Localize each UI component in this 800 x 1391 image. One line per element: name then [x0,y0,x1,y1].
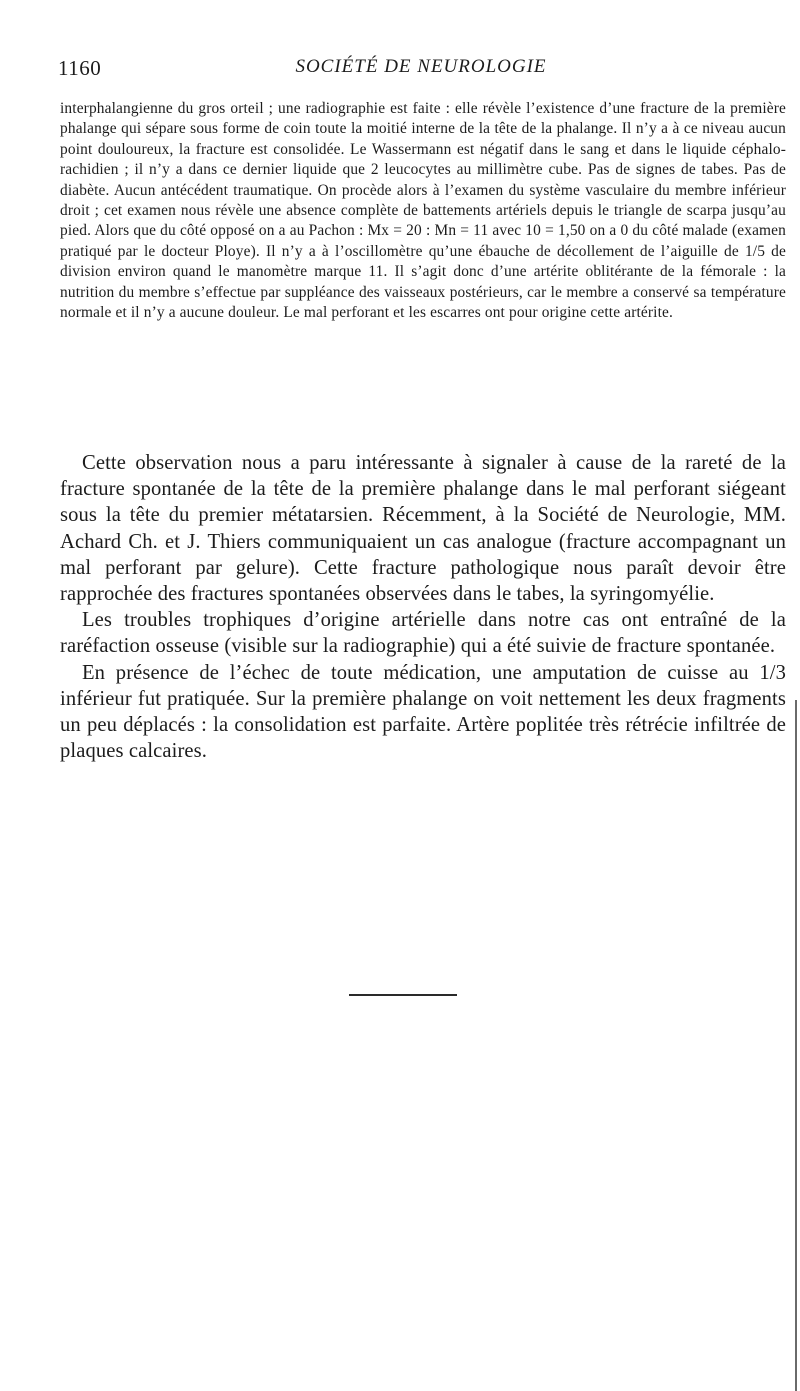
case-report-paragraph: interphalangienne du gros orteil ; une radiographie est faite : elle révèle l’existence d’une fracture de la première phalange qui sépare sous forme de coin toute la moitié interne de la tête de la phalange. Il n’y a à ce niveau aucun point douloureux, la fracture est consolidée. Le Wassermann est négatif dans le sang et dans le liquide céphalo-rachidien ; il n’y a dans ce dernier liquide que 2 leucocytes au millimètre cube. Pas de signes de tabes. Pas de diabète. Aucun antécédent traumatique. On procède alors à l’examen du système vasculaire du membre inférieur droit ; cet examen nous révèle une absence complète de battements artériels depuis le triangle de scarpa jusqu’au pied. Alors que du côté opposé on a au Pachon : Mx = 20 : Mn = 11 avec 10 = 1,50 on a 0 du côté malade (examen pratiqué par le docteur Ploye). Il n’y a à l’oscillomètre qu’une ébauche de décollement de l’aiguille de 1/5 de division environ quand le manomètre marque 11. Il s’agit donc d’une artérite oblitérante de la fémorale : la nutrition du membre s’effectue par suppléance des vaisseaux postérieurs, car le membre a conservé sa température normale et il n’y a aucune douleur. Le mal perforant et les escarres ont pour origine cette artérite. [60,100,786,322]
end-of-article-rule [349,994,457,996]
journal-title: SOCIÉTÉ DE NEUROLOGIE [295,56,547,77]
case-report-text [60,99,786,323]
discussion-text [60,450,786,764]
running-head [58,56,784,84]
discussion-paragraph-3: En présence de l’échec de toute médication, une amputation de cuisse au 1/3 inférieur fut pratiquée. Sur la première phalange on voit nettement les deux fragments un peu déplacés : la consolidation est parfaite. Artère poplitée très rétrécie infiltrée de plaques calcaires. [60,661,786,763]
discussion-paragraph-1: Cette observation nous a paru intéressante à signaler à cause de la rareté de la fracture spontanée de la tête de la première phalange dans le mal perforant siégeant sous la tête du premier métatarsien. Récemment, à la Société de Neurologie, MM. Achard Ch. et J. Thiers communiquaient un cas analogue (fracture accompagnant un mal perforant par gelure). Cette fracture pathologique nous paraît devoir être rapprochée des fractures spontanées observées dans le tabes, la syringomyélie. [60,452,786,606]
page-number: 1160 [58,56,102,80]
discussion-paragraph-2: Les troubles trophiques d’origine artérielle dans notre cas ont entraîné de la raréfaction osseuse (visible sur la radiographie) qui a été suivie de fracture spontanée. [60,609,786,658]
scan-edge-line [795,700,797,1391]
